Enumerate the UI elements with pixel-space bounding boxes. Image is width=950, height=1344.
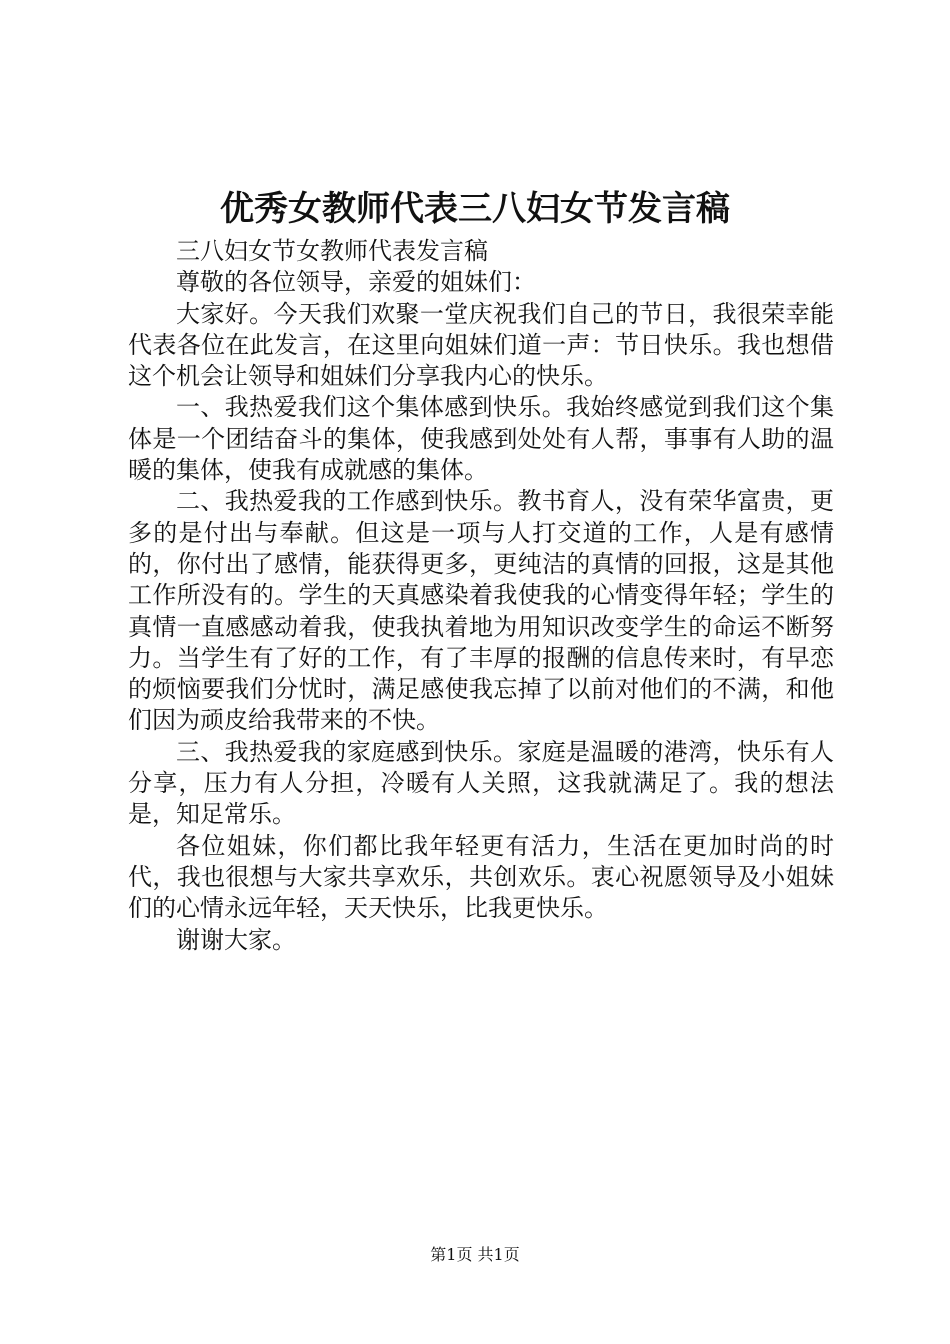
page-footer: 第1页 共1页 — [430, 1245, 520, 1264]
point-three-paragraph: 三、我热爱我的家庭感到快乐。家庭是温暖的港湾，快乐有人分享，压力有人分担，冷暖有人关照，这我就满足了。我的想法是，知足常乐。 — [128, 737, 834, 829]
subtitle-paragraph: 三八妇女节女教师代表发言稿 — [176, 237, 488, 265]
salutation-paragraph: 尊敬的各位领导，亲爱的姐妹们： — [176, 268, 536, 297]
opening-paragraph: 大家好。今天我们欢聚一堂庆祝我们自己的节日，我很荣幸能代表各位在此发言，在这里向姐妹们道一声：节日快乐。我也想借这个机会让领导和姐妹们分享我内心的快乐。 — [128, 299, 834, 391]
closing-paragraph: 各位姐妹，你们都比我年轻更有活力，生活在更加时尚的时代，我也很想与大家共享欢乐，共创欢乐。衷心祝愿领导及小姐妹们的心情永远年轻，天天快乐，比我更快乐。 — [128, 831, 834, 923]
document-body — [128, 236, 834, 956]
point-two-paragraph: 二、我热爱我的工作感到快乐。教书育人，没有荣华富贵，更多的是付出与奉献。但这是一项与人打交道的工作，人是有感情的，你付出了感情，能获得更多，更纯洁的真情的回报，这是其他工作所没有的。学生的天真感染着我使我的心情变得年轻；学生的真情一直感感动着我，使我执着地为用知识改变学生的命运不断努力。当学生有了好的工作，有了丰厚的报酬的信息传来时，有早恋的烦恼要我们分忧时，满足感使我忘掉了以前对他们的不满，和他们因为顽皮给我带来的不快。 — [128, 487, 834, 735]
document-title: 优秀女教师代表三八妇女节发言稿 — [220, 189, 730, 229]
thanks-paragraph: 谢谢大家。 — [176, 925, 296, 954]
point-one-paragraph: 一、我热爱我们这个集体感到快乐。我始终感觉到我们这个集体是一个团结奋斗的集体，使我感到处处有人帮，事事有人助的温暖的集体，使我有成就感的集体。 — [128, 393, 834, 485]
